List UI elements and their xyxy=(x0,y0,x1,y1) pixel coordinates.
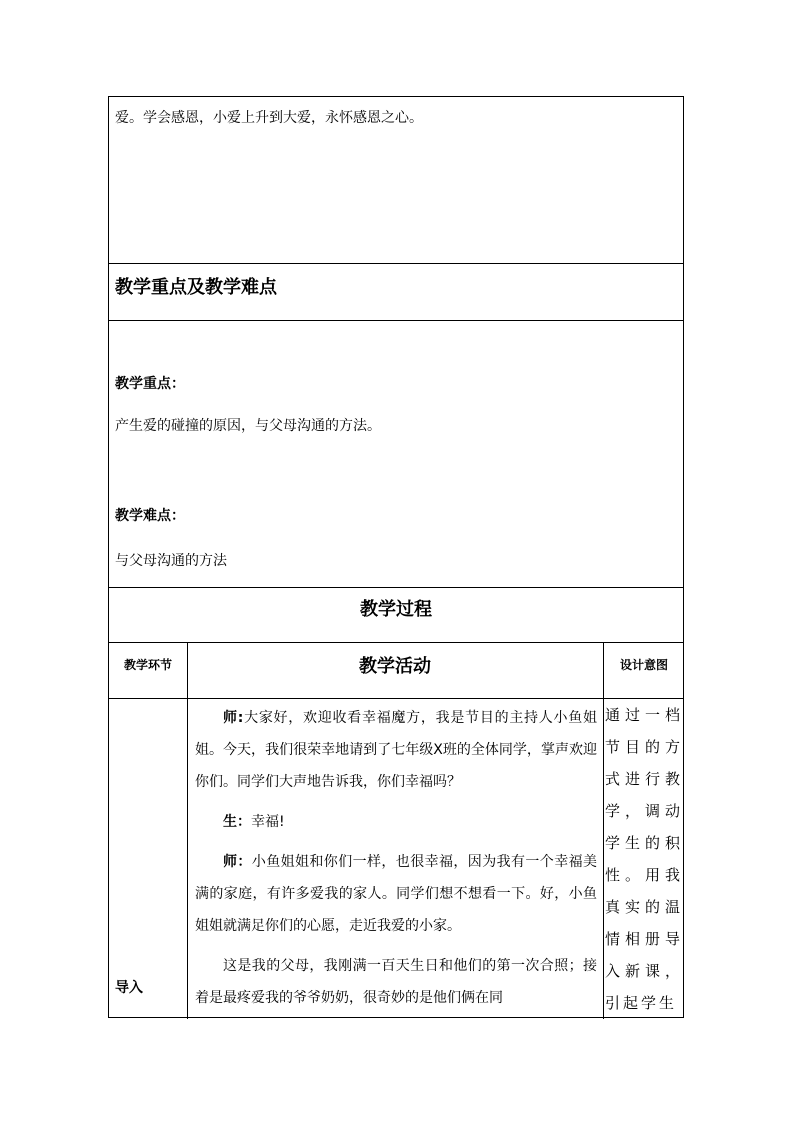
row-divider xyxy=(109,320,683,321)
key-point-text: 产生爱的碰撞的原因，与父母沟通的方法。 xyxy=(115,418,381,434)
dialog-line xyxy=(195,806,597,838)
row-divider xyxy=(109,642,683,643)
process-section-title: 教学过程 xyxy=(360,599,432,620)
dialog-content: 大家好，欢迎收看幸福魔方，我是节目的主持人小鱼姐姐。今天，我们很荣幸地请到了七年级X班的全体同学，掌声欢迎你们。同学们大声地告诉我，你们幸福吗？ xyxy=(195,710,597,790)
dialog-content: 幸福! xyxy=(251,814,285,830)
column-divider xyxy=(603,642,604,1019)
difficulty-label: 教学难点： xyxy=(115,508,185,524)
dialog-content: 小鱼姐姐和你们一样，也很幸福，因为我有一个幸福美满的家庭，有许多爱我的家人。同学们想不想看一下。好，小鱼姐姐就满足你们的心愿，走近我爱的小家。 xyxy=(195,854,598,934)
objective-text: 爱。学会感恩，小爱上升到大爱，永怀感恩之心。 xyxy=(115,110,423,126)
dialog-speaker: 师： xyxy=(223,854,252,870)
focus-section-title: 教学重点及教学难点 xyxy=(115,277,277,298)
dialog-speaker: 生： xyxy=(223,814,251,830)
row-divider xyxy=(109,263,683,264)
column-header-intent: 设计意图 xyxy=(619,658,668,672)
design-intent-text: 通过一档节目的方式进行教学，调动学生的积性。用我真实的温情相册导入新课，引起学生 xyxy=(605,706,683,1012)
stage-label-intro: 导入 xyxy=(115,980,143,996)
dialog-content: 这是我的父母，我刚满一百天生日和他们的第一次合照；接着是最疼爱我的爷爷奶奶，很奇妙的是他们俩在同 xyxy=(195,958,597,1006)
column-divider xyxy=(187,642,188,1019)
row-divider xyxy=(109,587,683,588)
column-header-activity: 教学活动 xyxy=(359,656,431,677)
dialog-line xyxy=(195,702,597,798)
dialog-line xyxy=(195,950,597,1014)
difficulty-text: 与父母沟通的方法 xyxy=(115,553,227,569)
dialog-line xyxy=(195,846,597,942)
row-divider xyxy=(109,698,683,699)
column-header-stage: 教学环节 xyxy=(123,658,172,672)
lesson-plan-table xyxy=(108,96,684,1018)
key-point-label: 教学重点： xyxy=(115,376,185,392)
intro-activity-text xyxy=(195,702,597,1022)
dialog-speaker: 师: xyxy=(223,710,244,726)
